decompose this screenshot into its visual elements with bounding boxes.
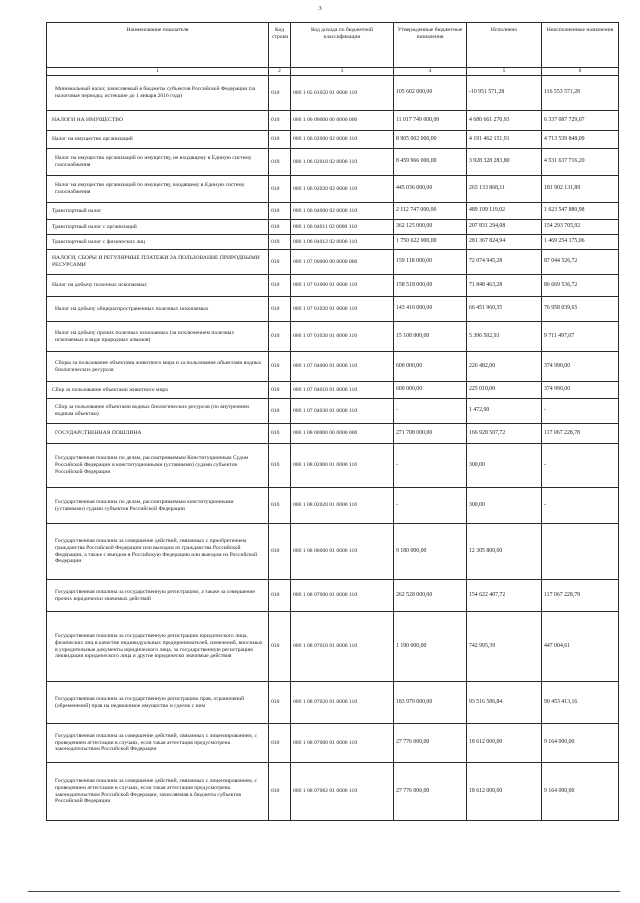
row-executed: 4 191 462 151,91	[467, 131, 542, 149]
row-name: Государственная пошлина по делам, рассматриваемым конституционными (уставными) судами субъектов Российской Федерации	[47, 488, 269, 524]
table-row	[47, 149, 619, 176]
row-name: НАЛОГИ НА ИМУЩЕСТВО	[47, 111, 269, 131]
row-unexecuted: 4 531 637 716,20	[542, 149, 619, 176]
row-unexecuted: 447 004,61	[542, 612, 619, 682]
row-line-code: 010	[269, 488, 291, 524]
row-executed: 225 010,00	[467, 382, 542, 399]
row-name: Транспортный налог	[47, 203, 269, 220]
row-unexecuted	[542, 524, 619, 580]
row-line-code: 010	[269, 149, 291, 176]
row-unexecuted: 181 902 131,89	[542, 176, 619, 203]
row-approved: 8 459 966 000,00	[394, 149, 467, 176]
row-unexecuted: 117 067 228,78	[542, 424, 619, 444]
row-approved: -	[394, 488, 467, 524]
row-name: Налог на имущество организаций по имуществу, входящему в Единую систему газоснабжения	[47, 176, 269, 203]
row-executed: 1 472,00	[467, 399, 542, 424]
row-line-code: 010	[269, 220, 291, 235]
row-line-code: 010	[269, 322, 291, 352]
row-income-code: 000 1 06 04012 02 0000 110	[291, 235, 394, 250]
row-income-code: 000 1 07 04030 01 0000 110	[291, 399, 394, 424]
row-executed: 72 074 945,28	[467, 250, 542, 275]
row-name: Сбор за пользование объектами животного мира	[47, 382, 269, 399]
table-row	[47, 580, 619, 612]
page-number: 3	[318, 5, 322, 12]
row-name: Государственная пошлина за совершение действий, связанных с приобретением гражданства Российской Федерации или выходом из гражданства Российской Федерации, а также с въездом в Российскую Федерацию или выездом из Российской Федерации	[47, 524, 269, 580]
row-line-code: 010	[269, 131, 291, 149]
row-income-code: 000 1 05 01050 01 0000 110	[291, 76, 394, 111]
table-row	[47, 488, 619, 524]
table-row	[47, 612, 619, 682]
row-executed: 18 612 000,00	[467, 763, 542, 821]
row-unexecuted: 374 990,00	[542, 382, 619, 399]
row-approved: 27 776 000,00	[394, 724, 467, 763]
row-line-code: 010	[269, 176, 291, 203]
row-line-code: 010	[269, 682, 291, 724]
row-name: Государственная пошлина за совершение действий, связанных с лицензированием, с проведением аттестации в случаях, если такая аттестация предусмотрена законодательством Российской Федерации	[47, 724, 269, 763]
column-number: 3	[291, 68, 394, 76]
column-number: 2	[269, 68, 291, 76]
row-executed: 3 928 328 283,80	[467, 149, 542, 176]
table-row	[47, 399, 619, 424]
row-unexecuted: 87 044 526,72	[542, 250, 619, 275]
row-approved: 143 410 000,00	[394, 297, 467, 322]
column-number-row	[47, 68, 619, 76]
row-income-code: 000 1 08 07010 01 0000 110	[291, 612, 394, 682]
column-header-executed: Исполнено	[467, 23, 542, 68]
table-row	[47, 203, 619, 220]
row-approved: 262 528 000,00	[394, 580, 467, 612]
row-name: Налог на добычу прочих полезных ископаемых (за исключением полезных ископаемых в виде природных алмазов)	[47, 322, 269, 352]
row-unexecuted: 154 293 705,92	[542, 220, 619, 235]
table-row	[47, 275, 619, 297]
row-unexecuted: 90 453 413,16	[542, 682, 619, 724]
column-number: 5	[467, 68, 542, 76]
row-approved: -	[394, 444, 467, 488]
page-bottom-rule	[28, 891, 620, 892]
row-executed: 4 680 661 270,93	[467, 111, 542, 131]
row-name: Сбор за пользование объектами водных биологических ресурсов (по внутренним водным объектам)	[47, 399, 269, 424]
row-approved: 1 190 000,00	[394, 612, 467, 682]
row-unexecuted: 4 713 539 848,09	[542, 131, 619, 149]
row-income-code: 000 1 08 02020 01 0000 110	[291, 488, 394, 524]
row-approved: 105 602 000,00	[394, 76, 467, 111]
row-income-code: 000 1 08 07082 01 0000 110	[291, 763, 394, 821]
row-name: Налог на имущество организаций	[47, 131, 269, 149]
row-line-code: 010	[269, 111, 291, 131]
column-header-line-code: Код строки	[269, 23, 291, 68]
row-executed: 742 995,39	[467, 612, 542, 682]
row-line-code: 010	[269, 763, 291, 821]
table-row	[47, 382, 619, 399]
row-approved: 158 518 000,00	[394, 275, 467, 297]
row-name: Налог на добычу полезных ископаемых	[47, 275, 269, 297]
row-line-code: 010	[269, 297, 291, 322]
column-header-unexecuted: Неисполненные назначения	[542, 23, 619, 68]
row-approved: 11 017 749 000,00	[394, 111, 467, 131]
row-approved: 27 776 000,00	[394, 763, 467, 821]
row-approved: 362 125 000,00	[394, 220, 467, 235]
row-executed: 154 622 407,72	[467, 580, 542, 612]
row-name: НАЛОГИ, СБОРЫ И РЕГУЛЯРНЫЕ ПЛАТЕЖИ ЗА ПОЛЬЗОВАНИЕ ПРИРОДНЫМИ РЕСУРСАМИ	[47, 250, 269, 275]
row-name: Транспортный налог с организаций	[47, 220, 269, 235]
table-row	[47, 76, 619, 111]
row-executed: 166 928 507,72	[467, 424, 542, 444]
row-income-code: 000 1 08 06000 01 0000 110	[291, 524, 394, 580]
table-row	[47, 524, 619, 580]
row-income-code: 000 1 07 01000 01 0000 110	[291, 275, 394, 297]
row-income-code: 000 1 07 01030 01 0000 110	[291, 322, 394, 352]
row-approved: 9 180 000,00	[394, 524, 467, 580]
row-executed: 93 516 586,84	[467, 682, 542, 724]
column-header-name: Наименование показателя	[47, 23, 269, 68]
row-approved: 600 000,00	[394, 352, 467, 382]
row-name: Государственная пошлина по делам, рассматриваемым Конституционным Судом Российской Федерации и конституционными (уставными) судами субъектов Российской Федерации	[47, 444, 269, 488]
row-line-code: 010	[269, 424, 291, 444]
row-approved: 2 112 747 000,00	[394, 203, 467, 220]
row-executed: 207 831 294,08	[467, 220, 542, 235]
row-executed: 300,00	[467, 444, 542, 488]
row-executed: 489 199 119,02	[467, 203, 542, 220]
column-header-approved: Утвержденные бюджетные назначения	[394, 23, 467, 68]
table-row	[47, 352, 619, 382]
row-executed: 71 848 463,28	[467, 275, 542, 297]
row-executed: 12 305 800,00	[467, 524, 542, 580]
column-number: 6	[542, 68, 619, 76]
row-executed: 226 482,00	[467, 352, 542, 382]
row-income-code: 000 1 06 02020 02 0000 110	[291, 176, 394, 203]
row-unexecuted: 6 337 087 729,07	[542, 111, 619, 131]
row-income-code: 000 1 07 04010 01 0000 110	[291, 382, 394, 399]
budget-execution-table	[46, 22, 619, 821]
table-row	[47, 131, 619, 149]
row-income-code: 000 1 08 00000 00 0000 000	[291, 424, 394, 444]
table-row	[47, 724, 619, 763]
table-row	[47, 444, 619, 488]
row-unexecuted: 1 469 254 175,06	[542, 235, 619, 250]
row-unexecuted: 1 623 547 880,98	[542, 203, 619, 220]
table-row	[47, 235, 619, 250]
row-line-code: 010	[269, 76, 291, 111]
row-income-code: 000 1 07 04000 01 0000 110	[291, 352, 394, 382]
row-income-code: 000 1 06 02010 02 0000 110	[291, 149, 394, 176]
row-name: ГОСУДАРСТВЕННАЯ ПОШЛИНА	[47, 424, 269, 444]
row-name: Государственная пошлина за совершение действий, связанных с лицензированием, с проведением аттестации в случаях, если такая аттестация предусмотрена законодательством Российской Федерации, зачисляемая в бюджеты субъектов Российской Федерации	[47, 763, 269, 821]
row-executed: 300,00	[467, 488, 542, 524]
row-unexecuted: 117 067 228,78	[542, 580, 619, 612]
row-line-code: 010	[269, 724, 291, 763]
table-row	[47, 763, 619, 821]
row-executed: 18 612 000,00	[467, 724, 542, 763]
row-income-code: 000 1 08 07000 01 0000 110	[291, 580, 394, 612]
row-income-code: 000 1 08 02000 01 0000 110	[291, 444, 394, 488]
row-income-code: 000 1 06 00000 00 0000 000	[291, 111, 394, 131]
row-unexecuted: -	[542, 444, 619, 488]
row-approved: 600 000,00	[394, 382, 467, 399]
row-line-code: 010	[269, 235, 291, 250]
row-name: Государственная пошлина за государственную регистрацию юридического лица, физических лиц в качестве индивидуальных предпринимателей, изменений, вносимых в учредительные документы юридического лица, за государственную регистрацию ликвидации юридического лица и другие юридически значимые действия	[47, 612, 269, 682]
row-name: Государственная пошлина за государственную регистрацию прав, ограничений (обременений) прав на недвижимое имущество и сделок с ним	[47, 682, 269, 724]
row-line-code: 010	[269, 444, 291, 488]
row-executed: 263 133 868,11	[467, 176, 542, 203]
row-line-code: 010	[269, 524, 291, 580]
row-name: Налог на добычу общераспространенных полезных ископаемых	[47, 297, 269, 322]
row-income-code: 000 1 06 04000 02 0000 110	[291, 203, 394, 220]
row-unexecuted: 9 711 497,07	[542, 322, 619, 352]
row-executed: 66 451 960,35	[467, 297, 542, 322]
row-approved: 183 970 000,00	[394, 682, 467, 724]
row-executed: 5 396 502,93	[467, 322, 542, 352]
row-unexecuted: 374 990,00	[542, 352, 619, 382]
row-unexecuted: -	[542, 399, 619, 424]
row-approved: 271 708 000,00	[394, 424, 467, 444]
row-income-code: 000 1 07 01020 01 0000 110	[291, 297, 394, 322]
table-row	[47, 250, 619, 275]
row-line-code: 010	[269, 250, 291, 275]
row-unexecuted: 76 958 039,65	[542, 297, 619, 322]
row-line-code: 010	[269, 612, 291, 682]
table-row	[47, 322, 619, 352]
row-name: Транспортный налог с физических лиц	[47, 235, 269, 250]
table-row	[47, 176, 619, 203]
row-unexecuted: 9 164 000,00	[542, 763, 619, 821]
row-line-code: 010	[269, 580, 291, 612]
row-line-code: 010	[269, 399, 291, 424]
row-approved: 8 905 002 000,00	[394, 131, 467, 149]
row-income-code: 000 1 06 02000 02 0000 110	[291, 131, 394, 149]
row-name: Минимальный налог, зачисляемый в бюджеты субъектов Российской Федерации (за налоговые периоды, истекшие до 1 января 2016 года)	[47, 76, 269, 111]
row-line-code: 010	[269, 275, 291, 297]
row-unexecuted: 86 669 536,72	[542, 275, 619, 297]
row-approved: -	[394, 399, 467, 424]
row-line-code: 010	[269, 203, 291, 220]
table-row	[47, 424, 619, 444]
row-name: Государственная пошлина за государственную регистрацию, а также за совершение прочих юридически значимых действий	[47, 580, 269, 612]
row-name: Налог на имущество организаций по имуществу, не входящему в Единую систему газоснабжения	[47, 149, 269, 176]
row-approved: 445 036 000,00	[394, 176, 467, 203]
table-row	[47, 297, 619, 322]
table-row	[47, 682, 619, 724]
row-executed: 281 367 824,94	[467, 235, 542, 250]
row-income-code: 000 1 08 07020 01 0000 110	[291, 682, 394, 724]
row-income-code: 000 1 08 07080 01 0000 110	[291, 724, 394, 763]
row-unexecuted: -	[542, 488, 619, 524]
row-income-code: 000 1 06 04011 02 0000 110	[291, 220, 394, 235]
row-name: Сборы за пользование объектами животного мира и за пользование объектами водных биологических ресурсов	[47, 352, 269, 382]
row-line-code: 010	[269, 382, 291, 399]
row-income-code: 000 1 07 00000 00 0000 000	[291, 250, 394, 275]
row-unexecuted: 9 164 000,00	[542, 724, 619, 763]
column-header-income-code: Код дохода по бюджетной классификации	[291, 23, 394, 68]
table-row	[47, 220, 619, 235]
column-number: 1	[47, 68, 269, 76]
row-approved: 15 108 000,00	[394, 322, 467, 352]
row-executed: -10 951 571,28	[467, 76, 542, 111]
column-number: 4	[394, 68, 467, 76]
row-approved: 159 118 000,00	[394, 250, 467, 275]
table-header-row	[47, 23, 619, 68]
row-approved: 1 750 622 000,00	[394, 235, 467, 250]
row-line-code: 010	[269, 352, 291, 382]
table-row	[47, 111, 619, 131]
row-unexecuted: 116 553 571,28	[542, 76, 619, 111]
